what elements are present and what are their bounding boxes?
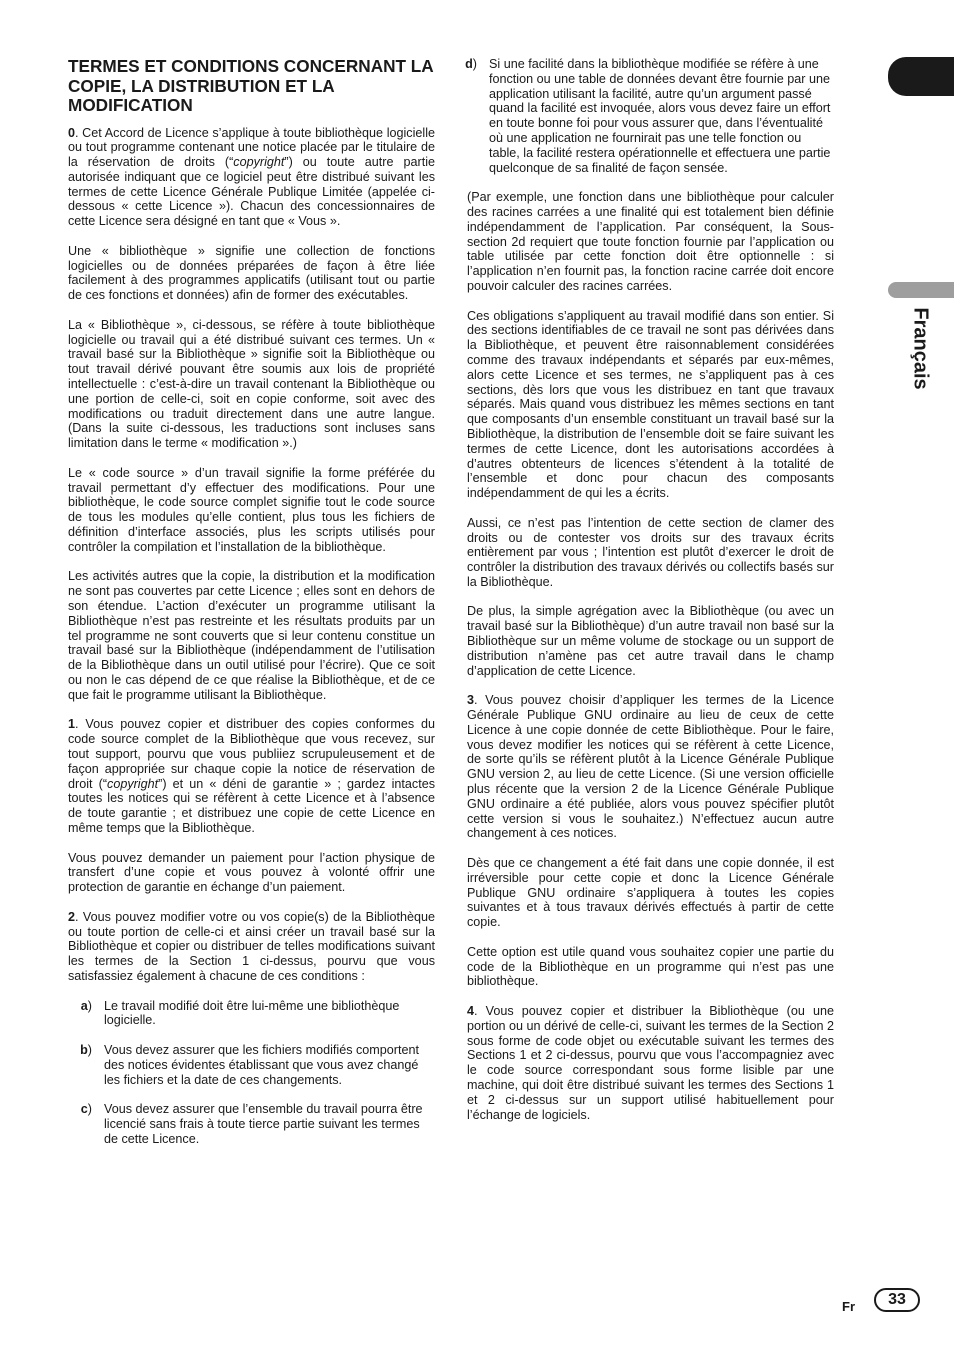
section-number: 1	[68, 717, 76, 732]
paragraph: Les activités autres que la copie, la distribution et la modification ne sont pas couvertes par cette Licence ; elles sont en dehors de son étendue. L’action d’exécuter un programme utilisant la Bibliothèque n’est pas restreinte et les résultats produits par un tel programme ne sont couverts que si leur contenu constitue un travail basé sur la Bibliothèque (indépendamment de l’utilisation de la Bibliothèque dans un outil utilisé pour l’écrire). Que ce soit ou non le cas dépend de ce que réalise la Bibliothèque, et de ce que fait le programme utilisant la Bibliothèque.	[68, 569, 435, 702]
list-item-b: b) Vous devez assurer que les fichiers modifiés comportent des notices évidentes établissant que vous avez changé les fichiers et la date de ces changements.	[80, 1042, 419, 1087]
paragraph: De plus, la simple agrégation avec la Bibliothèque (ou avec un travail basé sur la Bibliothèque) d’un autre travail non basé sur la Bibliothèque sur un même volume de stockage ou un support de distribution n’amène pas cet autre travail dans le champ d’application de cette Licence.	[467, 604, 834, 678]
chapter-tab	[888, 57, 954, 96]
paragraph-section-4: 4. Vous pouvez copier et distribuer la Bibliothèque (ou une portion ou un dérivé de celle-ci, suivant les termes de la Section 2 sous forme de code objet ou exécutable suivant les termes des Sections 1 et 2 ci-dessus, pourvu que vous l’accompagniez avec le code source correspondant sous forme lisible par une machine, qui doit être distribué suivant les termes des Sections 1 et 2 ci-dessus sur un support utilisé habituellement pour l’échange de logiciels.	[467, 1004, 834, 1122]
paragraph-section-3: 3. Vous pouvez choisir d’appliquer les termes de la Licence Générale Publique GNU ordinaire au lieu de ceux de cette Licence à une copie donnée de cette Bibliothèque. Pour le faire, vous devez modifier les notices qui se réfèrent à cette Licence, de sorte qu’ils se réfèrent plutôt à la Licence Générale Publique GNU version 2, au lieu de cette Licence. (Si une version officielle plus récente que la version 2 de la Licence Générale Publique GNU ordinaire a été publiée, alors vous pouvez spécifier plutôt cette version si vous le souhaitez.) N’effectuez aucun autre changement à ces notices.	[467, 693, 834, 841]
page-number: 33	[874, 1288, 920, 1312]
paragraph: Le « code source » d’un travail signifie la forme préférée du travail permettant d’y effectuer des modifications. Pour une bibliothèque, le code source complet signifie tout le code source de tous les modules qu’elle contient, plus tous les fichiers de définition d’interface associés, plus les scripts utilisés pour contrôler la compilation et l’installation de la bibliothèque.	[68, 465, 435, 554]
paragraph: Cette option est utile quand vous souhaitez copier une partie du code de la Bibliothèque en un programme qui n’est pas une bibliothèque.	[467, 944, 834, 989]
footer-language: Fr	[842, 1299, 855, 1314]
paragraph: Vous pouvez demander un paiement pour l’action physique de transfert d’une copie et vous pouvez à volonté offrir une protection de garantie en échange d’un paiement.	[68, 850, 435, 895]
paragraph: Dès que ce changement a été fait dans une copie donnée, il est irréversible pour cette copie et donc la Licence Générale Publique GNU ordinaire s’appliquera à toutes les copies suivantes et à tous travaux dérivés effectués à partir de cette copie.	[467, 856, 834, 930]
language-tab	[888, 282, 954, 298]
paragraph-section-1: 1. Vous pouvez copier et distribuer des copies conformes du code source complet de la Bibliothèque que vous recevez, sur tout support, pourvu que vous publiiez scrupuleusement et de façon appropriée sur chaque copie la notice de réservation de droit (“copyright”) et un « déni de garantie » ; gardez intactes toutes les notices qui se réfèrent à cette Licence et à l’absence de toute garantie ; et distribuez une copie de cette Licence en même temps que la Bibliothèque.	[68, 717, 435, 835]
paragraph: Une « bibliothèque » signifie une collection de fonctions logicielles ou de données préparées de façon à être liée facilement à des programmes applicatifs (utilisant tout ou partie de ces fonctions et données) afin de former des exécutables.	[68, 243, 435, 303]
section-number: 0	[68, 125, 76, 140]
paragraph: (Par exemple, une fonction dans une bibliothèque pour calculer des racines carrées a une finalité qui est totalement bien définie indépendamment de l’application. Par conséquent, la Sous-section 2d requiert que toute fonction fournie par l’application ou table utilisée par cette fonction doit être optionnelle : si l’application n’en fournit pas, la fonction racine carrée doit encore pouvoir calculer des racines carrées.	[467, 190, 834, 293]
paragraph: Aussi, ce n’est pas l’intention de cette section de clamer des droits ou de contester vos droits sur des travaux écrits entièrement par vous ; l’intention est plutôt d’exercer le droit de contrôler la distribution des travaux dérivés ou collectifs basés sur la Bibliothèque.	[467, 515, 834, 589]
paragraph: Ces obligations s’appliquent au travail modifié dans son entier. Si des sections identifiables de ce travail ne sont pas dérivées dans la Bibliothèque, et peuvent être raisonnablement considérées comme des travaux indépendants et séparés par eux-mêmes, alors cette Licence et ses termes, ne s’appliquent pas à ces sections, dès lors que vous les distribuez en tant que travaux séparés. Mais quand vous distribuez les mêmes sections en tant que composants d’un ensemble constituant un travail basé sur la Bibliothèque, la distribution de l’ensemble doit se faire suivant les termes de cette Licence, dont les autorisations accordées à d’autres obtenteurs de licences s’étendent à la totalité de l’ensemble et donc pour chacun des composants indépendamment de qui les a écrits.	[467, 308, 834, 501]
page-title: TERMES ET CONDITIONS CONCERNANT LA COPIE, LA DISTRIBUTION ET LA MODIFICATION	[68, 56, 434, 115]
left-column	[68, 57, 435, 1161]
section-number: 4	[467, 1004, 475, 1018]
section-number: 2	[68, 909, 76, 924]
list-item-c: c) Vous devez assurer que l’ensemble du travail pourra être licencié sans frais à toute tierce partie suivant les termes de cette Licence.	[80, 1102, 423, 1146]
paragraph: La « Bibliothèque », ci-dessous, se réfère à toute bibliothèque logicielle ou travail qui a été distribué suivant ces termes. Un « travail basé sur la Bibliothèque » signifie soit la Bibliothèque ou tout travail dérivé pouvant être soumis aux lois de propriété intellectuelle : c’est-à-dire un travail contenant la Bibliothèque ou une portion de celle-ci, soit en copie conforme, soit avec des modifications ou traduit directement dans une autre langue. (Dans la suite ci-dessous, les traductions sont incluses sans limitation dans le terme « modification ».)	[68, 317, 435, 451]
paragraph-section-0: 0. Cet Accord de Licence s’applique à toute bibliothèque logicielle ou tout programme contenant une notice placée par le titulaire de la réservation de droits (“copyright”) ou toute autre partie autorisée indiquant que ce logiciel peut être distribué suivant les termes de cette Licence Générale Publique Limitée (appelée ci-dessous « cette Licence »). Chacun des concessionnaires de cette Licence sera désigné en tant que « Vous ».	[68, 125, 435, 229]
list-item-d: d) Si une facilité dans la bibliothèque modifiée se réfère à une fonction ou une table de données devant être fournie par une application utilisant la facilité, autre qu’un argument passé quand la facilité est invoquée, alors vous devez faire un effort en toute bonne foi pour vous assurer que, dans l’éventualité où une application ne fournirait pas une telle fonction ou table, la facilité restera opérationnelle et effectuera une partie quelconque de sa finalité de façon sensée.	[465, 57, 831, 175]
language-side-label: Français	[909, 306, 932, 390]
paragraph-section-2: 2. Vous pouvez modifier votre ou vos copie(s) de la Bibliothèque ou toute portion de celle-ci et ainsi créer un travail basé sur la Bibliothèque et copier ou distribuer de telles modifications suivant les termes de la Section 1 ci-dessus, pourvu que vous satisfassiez également à chacune de ces conditions :	[68, 909, 435, 983]
right-column	[467, 57, 834, 1137]
section-number: 3	[467, 693, 475, 708]
list-item-a: a) Le travail modifié doit être lui-même une bibliothèque logicielle.	[80, 998, 400, 1028]
